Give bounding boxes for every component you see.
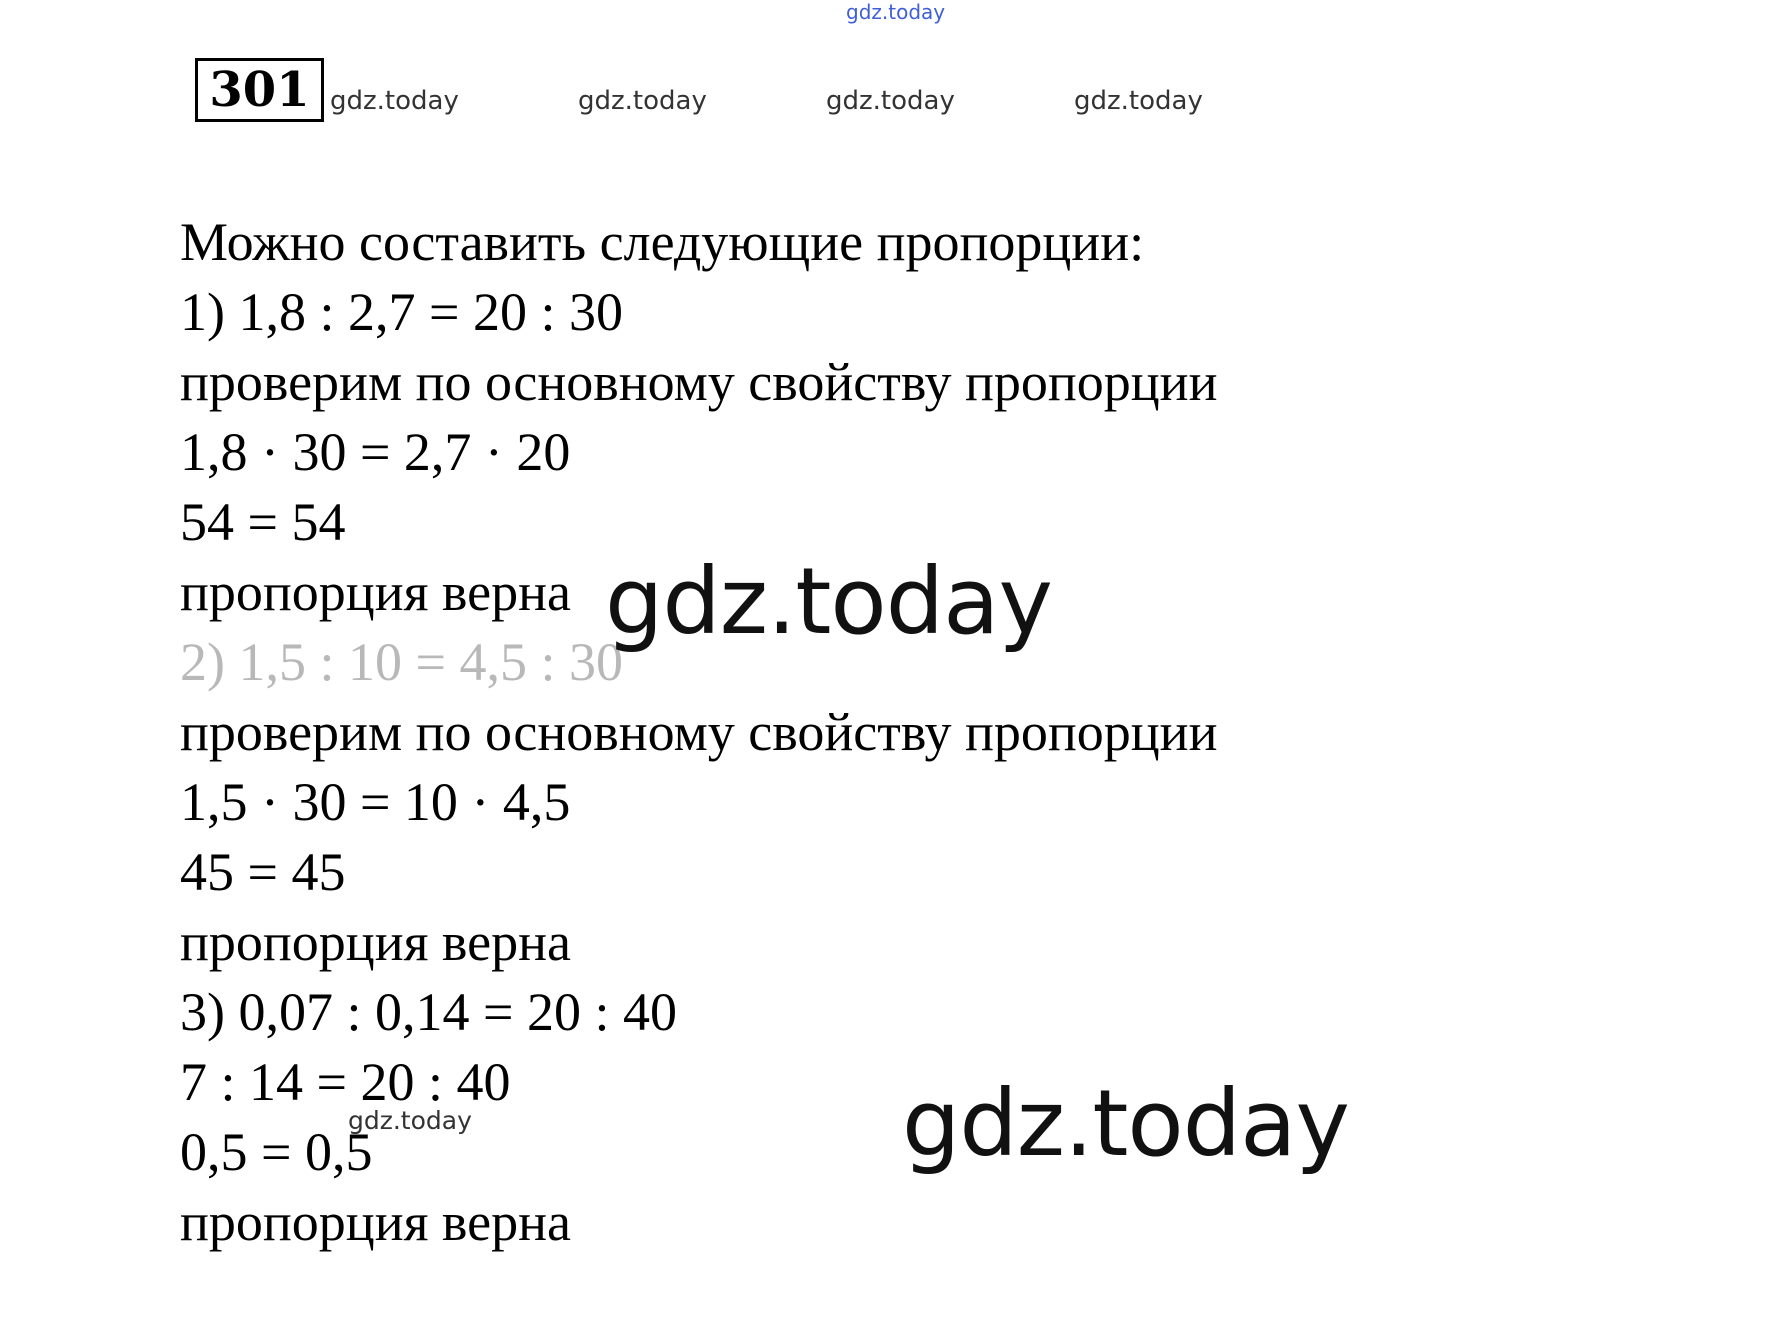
watermark-lower-large: gdz.today [902, 1070, 1349, 1177]
watermark-middle-large: gdz.today [605, 548, 1052, 655]
watermark-header-3: gdz.today [826, 86, 955, 116]
solution-line-simplified-3: 7 : 14 = 20 : 40 [180, 1052, 511, 1112]
solution-line-check-2: проверим по основному свойству пропорции [180, 702, 1218, 762]
solution-line-verdict-1: пропорция верна [180, 562, 571, 622]
solution-line-result-1: 54 = 54 [180, 492, 346, 552]
watermark-header-2: gdz.today [578, 86, 707, 116]
solution-line-proportion-3: 3) 0,07 : 0,14 = 20 : 40 [180, 982, 677, 1042]
solution-line-proportion-2: 2) 1,5 : 10 = 4,5 : 30 [180, 632, 623, 692]
watermark-header-4: gdz.today [1074, 86, 1203, 116]
solution-line-product-1: 1,8 · 30 = 2,7 · 20 [180, 422, 571, 482]
solution-line-result-3: 0,5 = 0,5 [180, 1122, 373, 1182]
solution-line-intro: Можно составить следующие пропорции: [180, 212, 1145, 272]
solution-line-check-1: проверим по основному свойству пропорции [180, 352, 1218, 412]
solution-line-result-2: 45 = 45 [180, 842, 346, 902]
solution-line-verdict-2: пропорция верна [180, 912, 571, 972]
watermark-top: gdz.today [846, 0, 946, 24]
watermark-lower-small: gdz.today [348, 1106, 472, 1135]
task-number-box: 301 [195, 58, 324, 122]
solution-line-verdict-3: пропорция верна [180, 1192, 571, 1252]
solution-line-product-2: 1,5 · 30 = 10 · 4,5 [180, 772, 571, 832]
solution-line-proportion-1: 1) 1,8 : 2,7 = 20 : 30 [180, 282, 623, 342]
watermark-header-1: gdz.today [330, 86, 459, 116]
